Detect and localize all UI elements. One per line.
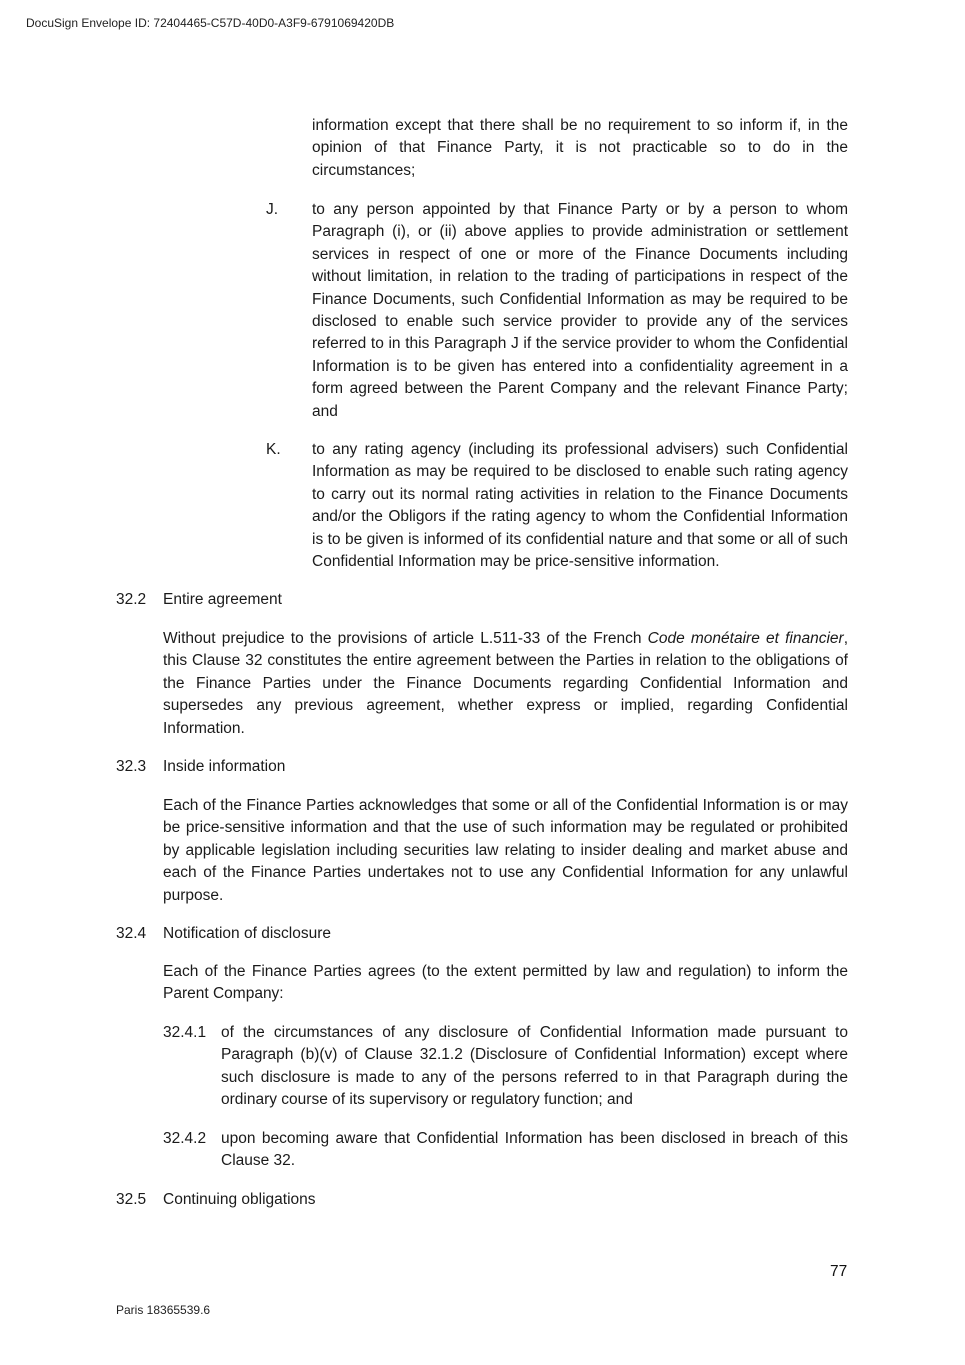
section-32-4-heading xyxy=(116,923,331,945)
section-title: Entire agreement xyxy=(163,591,282,608)
footer-reference: Paris 18365539.6 xyxy=(116,1303,211,1317)
item-k-label: K. xyxy=(266,441,281,458)
section-32-3-text: Each of the Finance Parties acknowledges that some or all of the Confidential Information is or may be price-sensitive information and that the use of such information may be regulated or prohibited by applicable legislation including securities law relating to insider dealing and market abuse and each of the Finance Parties undertakes not to use any Confidential Information for any unlawful purpose. xyxy=(163,797,848,904)
section-32-5-heading xyxy=(116,1189,316,1211)
section-32-2-heading xyxy=(116,589,282,611)
item-k-text: to any rating agency (including its professional advisers) such Confidential Information as may be required to be disclosed to enable such rating agency to carry out its normal rating activities in relation to the Finance Documents and/or the Obligors if the rating agency to whom the Confidential Information is to be given is informed of its confidential nature and that some or all of such Confidential Information may be price-sensitive information. xyxy=(312,441,848,571)
section-number: 32.4 xyxy=(116,925,147,942)
item-j-text: to any person appointed by that Finance Party or by a person to whom Paragraph (i), or (ii) above applies to provide administration or settlement services in respect of one or more of the Finance Documents including without limitation, in relation to the trading of participations in respect of the Finance Documents, such Confidential Information as may be required to be disclosed to enable such service provider to provide any of the services referred to in this Paragraph J if the service provider to whom the Confidential Information is to be given has entered into a confidentiality agreement in a form agreed between the Parent Company and the relevant Finance Party; and xyxy=(312,201,848,420)
section-number: 32.3 xyxy=(116,758,147,775)
envelope-id: DocuSign Envelope ID: 72404465-C57D-40D0-A3F9-6791069420DB xyxy=(26,16,395,30)
sub-32-4-1-number: 32.4.1 xyxy=(163,1024,207,1041)
section-title: Notification of disclosure xyxy=(163,925,331,942)
sub-32-4-2-text: upon becoming aware that Confidential Information has been disclosed in breach of this Clause 32. xyxy=(221,1130,848,1170)
section-32-2-text: Without prejudice to the provisions of article L.511-33 of the French Code monétaire et financier, this Clause 32 constitutes the entire agreement between the Parties in relation to the obligations of the Finance Parties under the Finance Documents regarding Confidential Information and supersedes any previous agreement, whether express or implied, regarding Confidential Information. xyxy=(163,630,848,737)
page-number: 77 xyxy=(830,1263,848,1280)
section-title: Continuing obligations xyxy=(163,1191,316,1208)
section-number: 32.2 xyxy=(116,591,147,608)
section-32-4-text: Each of the Finance Parties agrees (to the extent permitted by law and regulation) to inform the Parent Company: xyxy=(163,963,848,1003)
section-32-3-heading xyxy=(116,756,285,778)
section-title: Inside information xyxy=(163,758,286,775)
continuation-paragraph: information except that there shall be no requirement to so inform if, in the opinion of that Finance Party, it is not practicable so to do in the circumstances; xyxy=(312,117,848,179)
section-number: 32.5 xyxy=(116,1191,147,1208)
sub-32-4-1-text: of the circumstances of any disclosure of Confidential Information made pursuant to Paragraph (b)(v) of Clause 32.1.2 (Disclosure of Confidential Information) except where such disclosure is made to any of the persons referred to in that Paragraph during the ordinary course of its supervisory or regulatory function; and xyxy=(221,1024,848,1109)
sub-32-4-2-number: 32.4.2 xyxy=(163,1130,207,1147)
item-j-label: J. xyxy=(266,201,279,218)
italic-code-title: Code monétaire et financier xyxy=(647,630,844,647)
